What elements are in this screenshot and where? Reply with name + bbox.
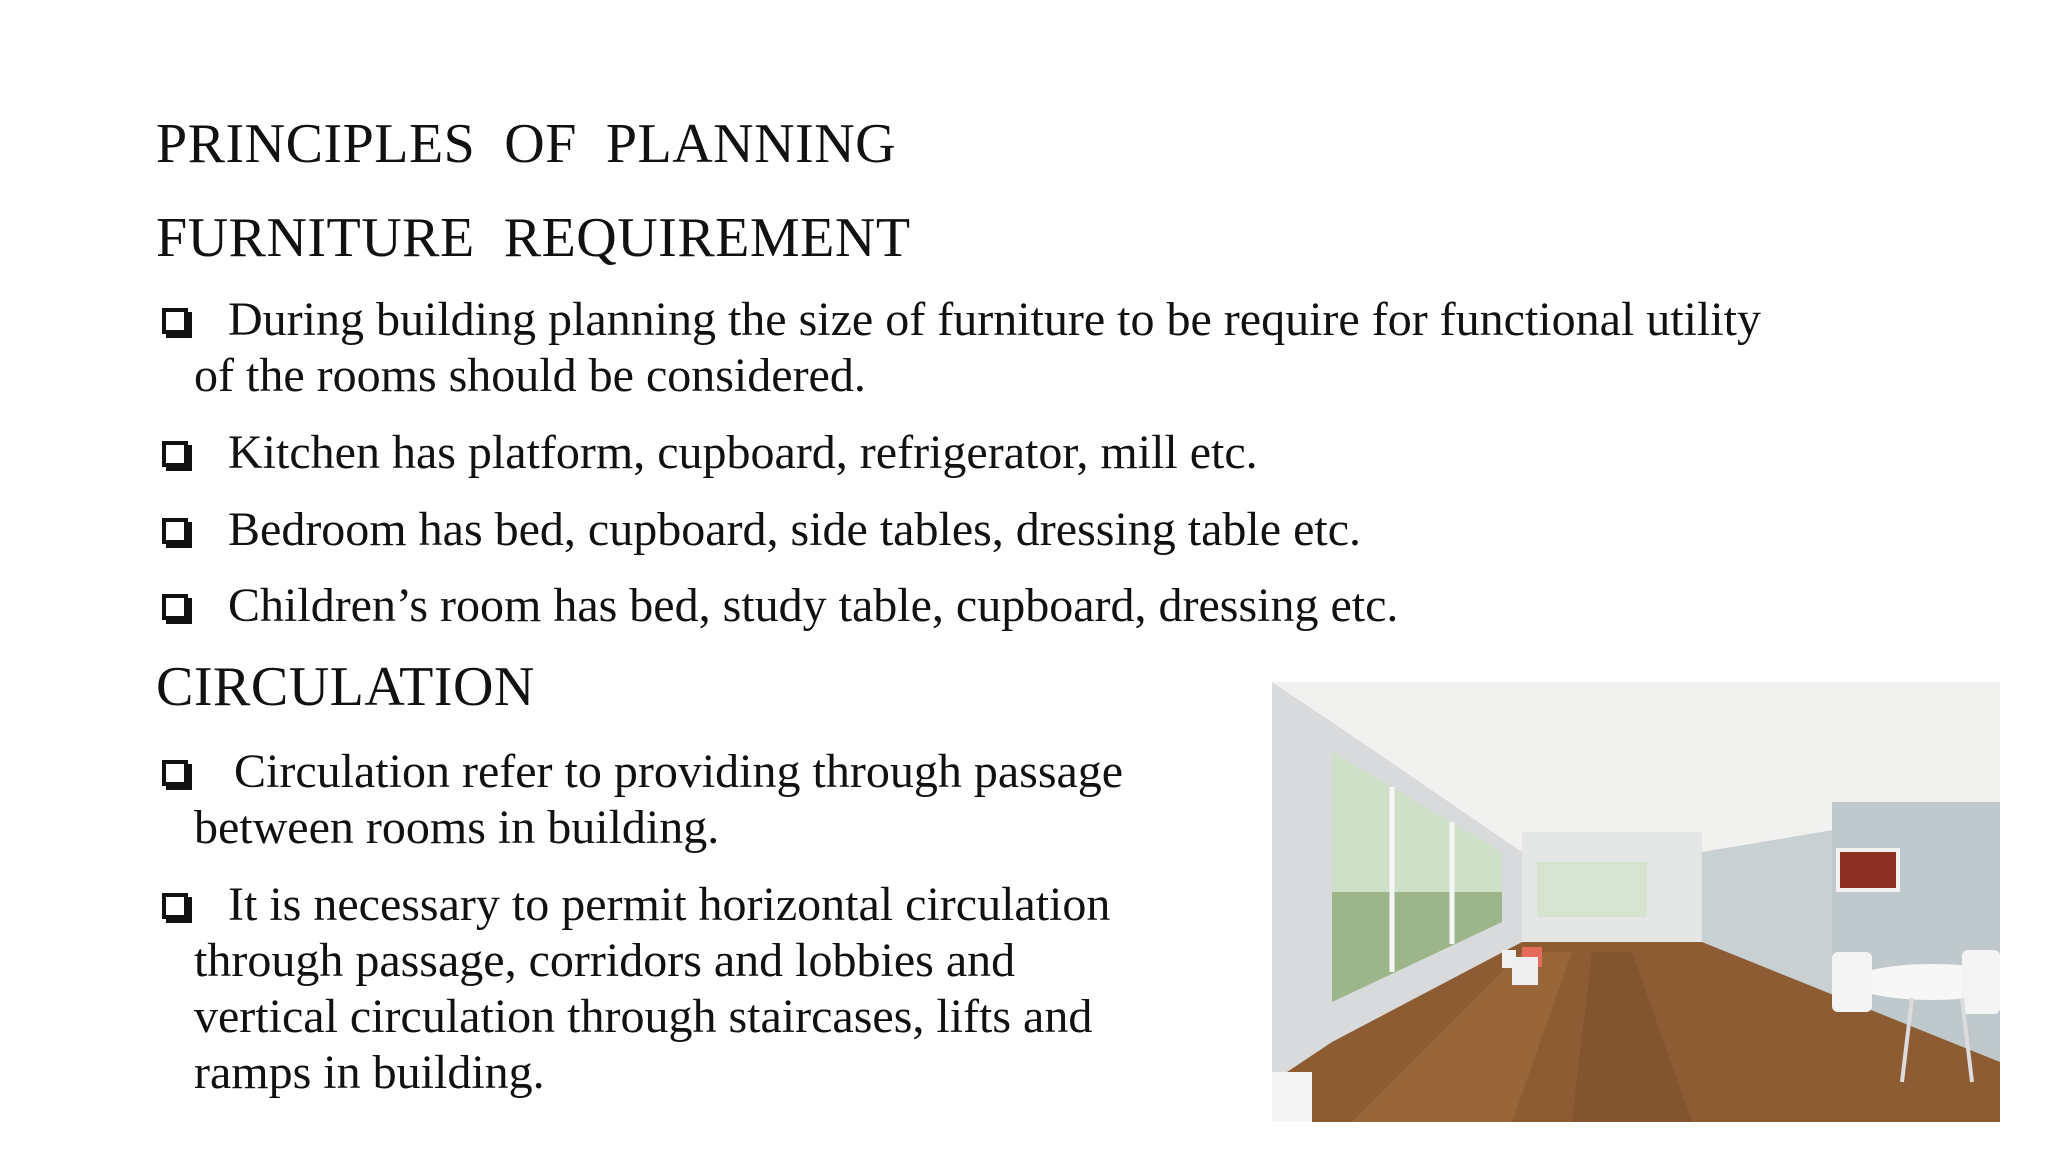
list-item xyxy=(156,502,1361,558)
bullet-text-line: During building planning the size of furniture to be require for functional utility xyxy=(228,293,1761,346)
interior-photo xyxy=(1272,682,2000,1122)
section-heading-furniture: FURNITURE REQUIREMENT xyxy=(156,207,911,269)
bullet-text-line: between rooms in building. xyxy=(194,801,720,854)
checkbox-bullet-icon xyxy=(162,441,188,467)
checkbox-bullet-icon xyxy=(162,893,188,919)
bullet-text-line: through passage, corridors and lobbies and xyxy=(194,934,1016,987)
back-window-shape xyxy=(1537,862,1647,917)
bullet-text-line: of the rooms should be considered. xyxy=(194,349,866,402)
bullet-text-line: Kitchen has platform, cupboard, refrigerator, mill etc. xyxy=(228,426,1258,479)
list-item xyxy=(156,744,1123,856)
bullet-text-line: It is necessary to permit horizontal circulation xyxy=(228,878,1111,931)
bullet-text-line: Children’s room has bed, study table, cupboard, dressing etc. xyxy=(228,579,1399,632)
bullet-text-line: Bedroom has bed, cupboard, side tables, dressing table etc. xyxy=(228,503,1362,556)
list-item xyxy=(156,425,1258,481)
checkbox-bullet-icon xyxy=(162,760,188,786)
list-item xyxy=(156,877,1110,1101)
checkbox-bullet-icon xyxy=(162,518,188,544)
wall-art-shape xyxy=(1838,850,1898,890)
list-item xyxy=(156,292,1761,404)
section-heading-circulation: CIRCULATION xyxy=(156,656,535,718)
bullet-text-line: ramps in building. xyxy=(194,1046,545,1099)
bullet-text-line: vertical circulation through staircases, lifts and xyxy=(194,990,1093,1043)
interior-photo-icon xyxy=(1272,682,2000,1122)
list-item xyxy=(156,578,1398,634)
checkbox-bullet-icon xyxy=(162,594,188,620)
bullet-text-line: Circulation refer to providing through passage xyxy=(234,745,1124,798)
slide-title: PRINCIPLES OF PLANNING xyxy=(156,113,897,175)
checkbox-bullet-icon xyxy=(162,308,188,334)
